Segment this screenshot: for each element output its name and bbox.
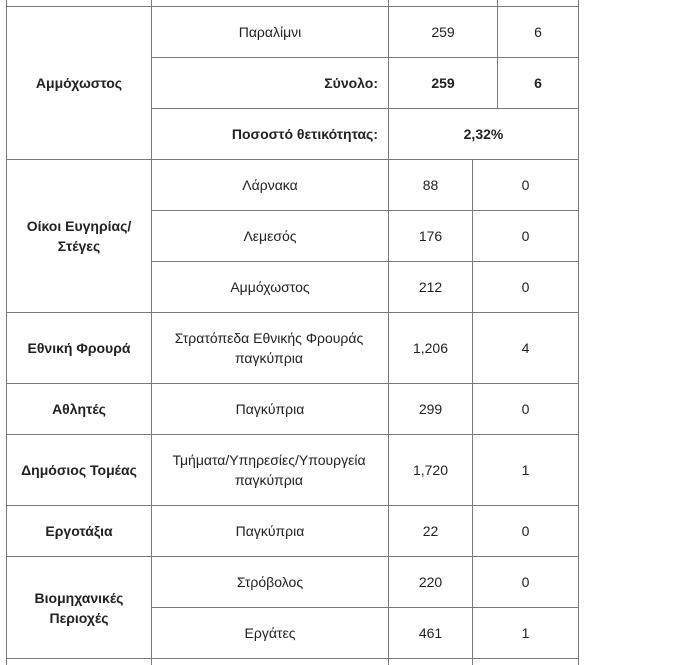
location-cell: Στρατόπεδα Εθνικής Φρουράς παγκύπρια [174,330,364,366]
positive-cell: 1 [521,462,530,478]
tests-cell: 1,206 [412,340,449,356]
group-name: Δημόσιος Τομέας [21,462,137,478]
group-name: Αμμόχωστος [35,75,123,91]
location-cell: Αμμόχωστος [230,279,310,295]
tests-cell: 22 [422,523,439,539]
positive-cell: 0 [521,523,530,539]
positive-cell: 0 [521,177,530,193]
total-tests: 259 [431,75,455,91]
tests-cell: 259 [431,24,455,40]
positive-cell: 1 [521,625,530,641]
positive-cell: 0 [521,401,530,417]
positive-cell: 6 [534,24,542,40]
location-cell: Παραλίμνι [238,24,302,40]
group-name: Εργοτάξια [45,523,113,539]
tests-cell: 88 [422,177,439,193]
positive-cell: 4 [521,340,530,356]
location-cell: Τμήματα/Υπηρεσίες/Υπουργεία παγκύπρια [172,452,366,488]
positivity-label: Ποσοστό θετικότητας: [231,126,378,142]
location-cell: Λάρνακα [242,177,298,193]
positivity-value: 2,32% [463,126,504,142]
tests-cell: 461 [418,625,443,641]
location-cell: Στρόβολος [236,574,304,590]
location-cell: Παγκύπρια [235,401,305,417]
tests-cell: 220 [418,574,443,590]
row-divider [6,658,578,659]
total-positive: 6 [534,75,542,91]
positive-cell: 0 [521,574,530,590]
group-name: Αθλητές [52,401,106,417]
group-name: Εθνική Φρουρά [27,340,131,356]
location-cell: Λεμεσός [243,228,297,244]
location-cell: Εργάτες [244,625,296,641]
group-name: Βιομηχανικές Περιοχές [34,589,124,626]
positive-cell: 0 [521,228,530,244]
tests-cell: 299 [418,401,443,417]
tests-cell: 212 [418,279,443,295]
location-cell: Παγκύπρια [235,523,305,539]
tests-cell: 1,720 [412,462,449,478]
positive-cell: 0 [521,279,530,295]
column-divider [578,0,579,665]
group-name: Οίκοι Ευγηρίας/ Στέγες [26,218,132,254]
total-label: Σύνολο: [324,75,378,91]
tests-cell: 176 [418,228,443,244]
